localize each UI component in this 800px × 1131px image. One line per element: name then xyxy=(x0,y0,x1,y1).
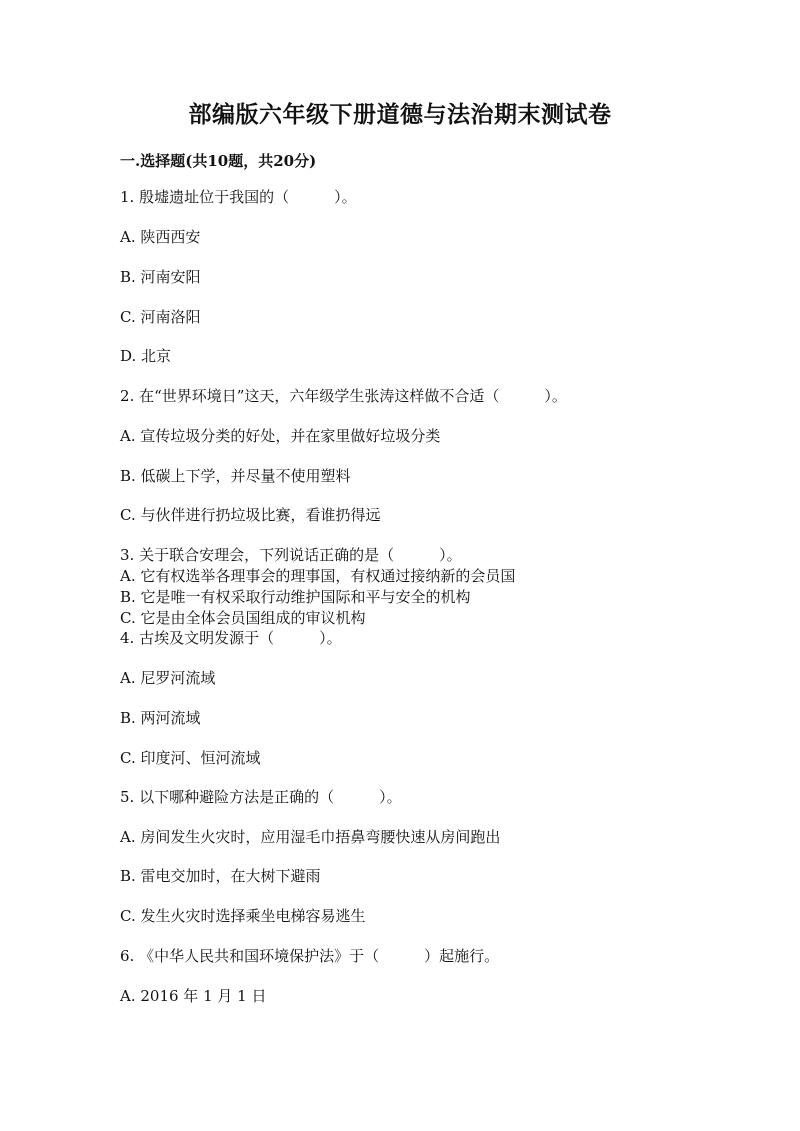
question-4-option-c: C. 印度河、恒河流域 xyxy=(120,749,261,767)
question-1-stem: 1. 殷墟遗址位于我国的（ ）。 xyxy=(120,188,357,206)
question-6-stem: 6. 《中华人民共和国环境保护法》于（ ）起施行。 xyxy=(120,947,500,965)
question-5-option-a: A. 房间发生火灾时，应用湿毛巾捂鼻弯腰快速从房间跑出 xyxy=(120,828,501,846)
question-1-option-d: D. 北京 xyxy=(120,347,172,365)
question-2-option-a: A. 宣传垃圾分类的好处，并在家里做好垃圾分类 xyxy=(120,427,441,445)
question-3-option-c: C. 它是由全体会员国组成的审议机构 xyxy=(120,609,366,627)
question-5-option-b: B. 雷电交加时，在大树下避雨 xyxy=(120,867,321,885)
question-4-option-a: A. 尼罗河流域 xyxy=(120,669,216,687)
question-2-stem: 2. 在“世界环境日”这天，六年级学生张涛这样做不合适（ ）。 xyxy=(120,387,567,405)
question-2-option-c: C. 与伙伴进行扔垃圾比赛，看谁扔得远 xyxy=(120,506,381,524)
question-2-option-b: B. 低碳上下学，并尽量不使用塑料 xyxy=(120,467,351,485)
question-1-option-a: A. 陕西西安 xyxy=(120,228,201,246)
question-4-option-b: B. 两河流域 xyxy=(120,709,201,727)
question-3-option-a: A. 它有权选举各理事会的理事国，有权通过接纳新的会员国 xyxy=(120,567,516,585)
question-6-option-a: A. 2016 年 1 月 1 日 xyxy=(120,987,267,1005)
page-title: 部编版六年级下册道德与法治期末测试卷 xyxy=(188,101,612,128)
question-1-option-c: C. 河南洛阳 xyxy=(120,308,201,326)
question-5-stem: 5. 以下哪种避险方法是正确的（ ）。 xyxy=(120,788,402,806)
question-1-option-b: B. 河南安阳 xyxy=(120,268,201,286)
question-3-stem: 3. 关于联合安理会，下列说话正确的是（ ）。 xyxy=(120,546,462,564)
question-5-option-c: C. 发生火灾时选择乘坐电梯容易逃生 xyxy=(120,907,366,925)
question-4-stem: 4. 古埃及文明发源于（ ）。 xyxy=(120,629,342,647)
question-3-option-b: B. 它是唯一有权采取行动维护国际和平与安全的机构 xyxy=(120,588,471,606)
section-heading: 一.选择题(共10题，共20分) xyxy=(120,152,317,170)
